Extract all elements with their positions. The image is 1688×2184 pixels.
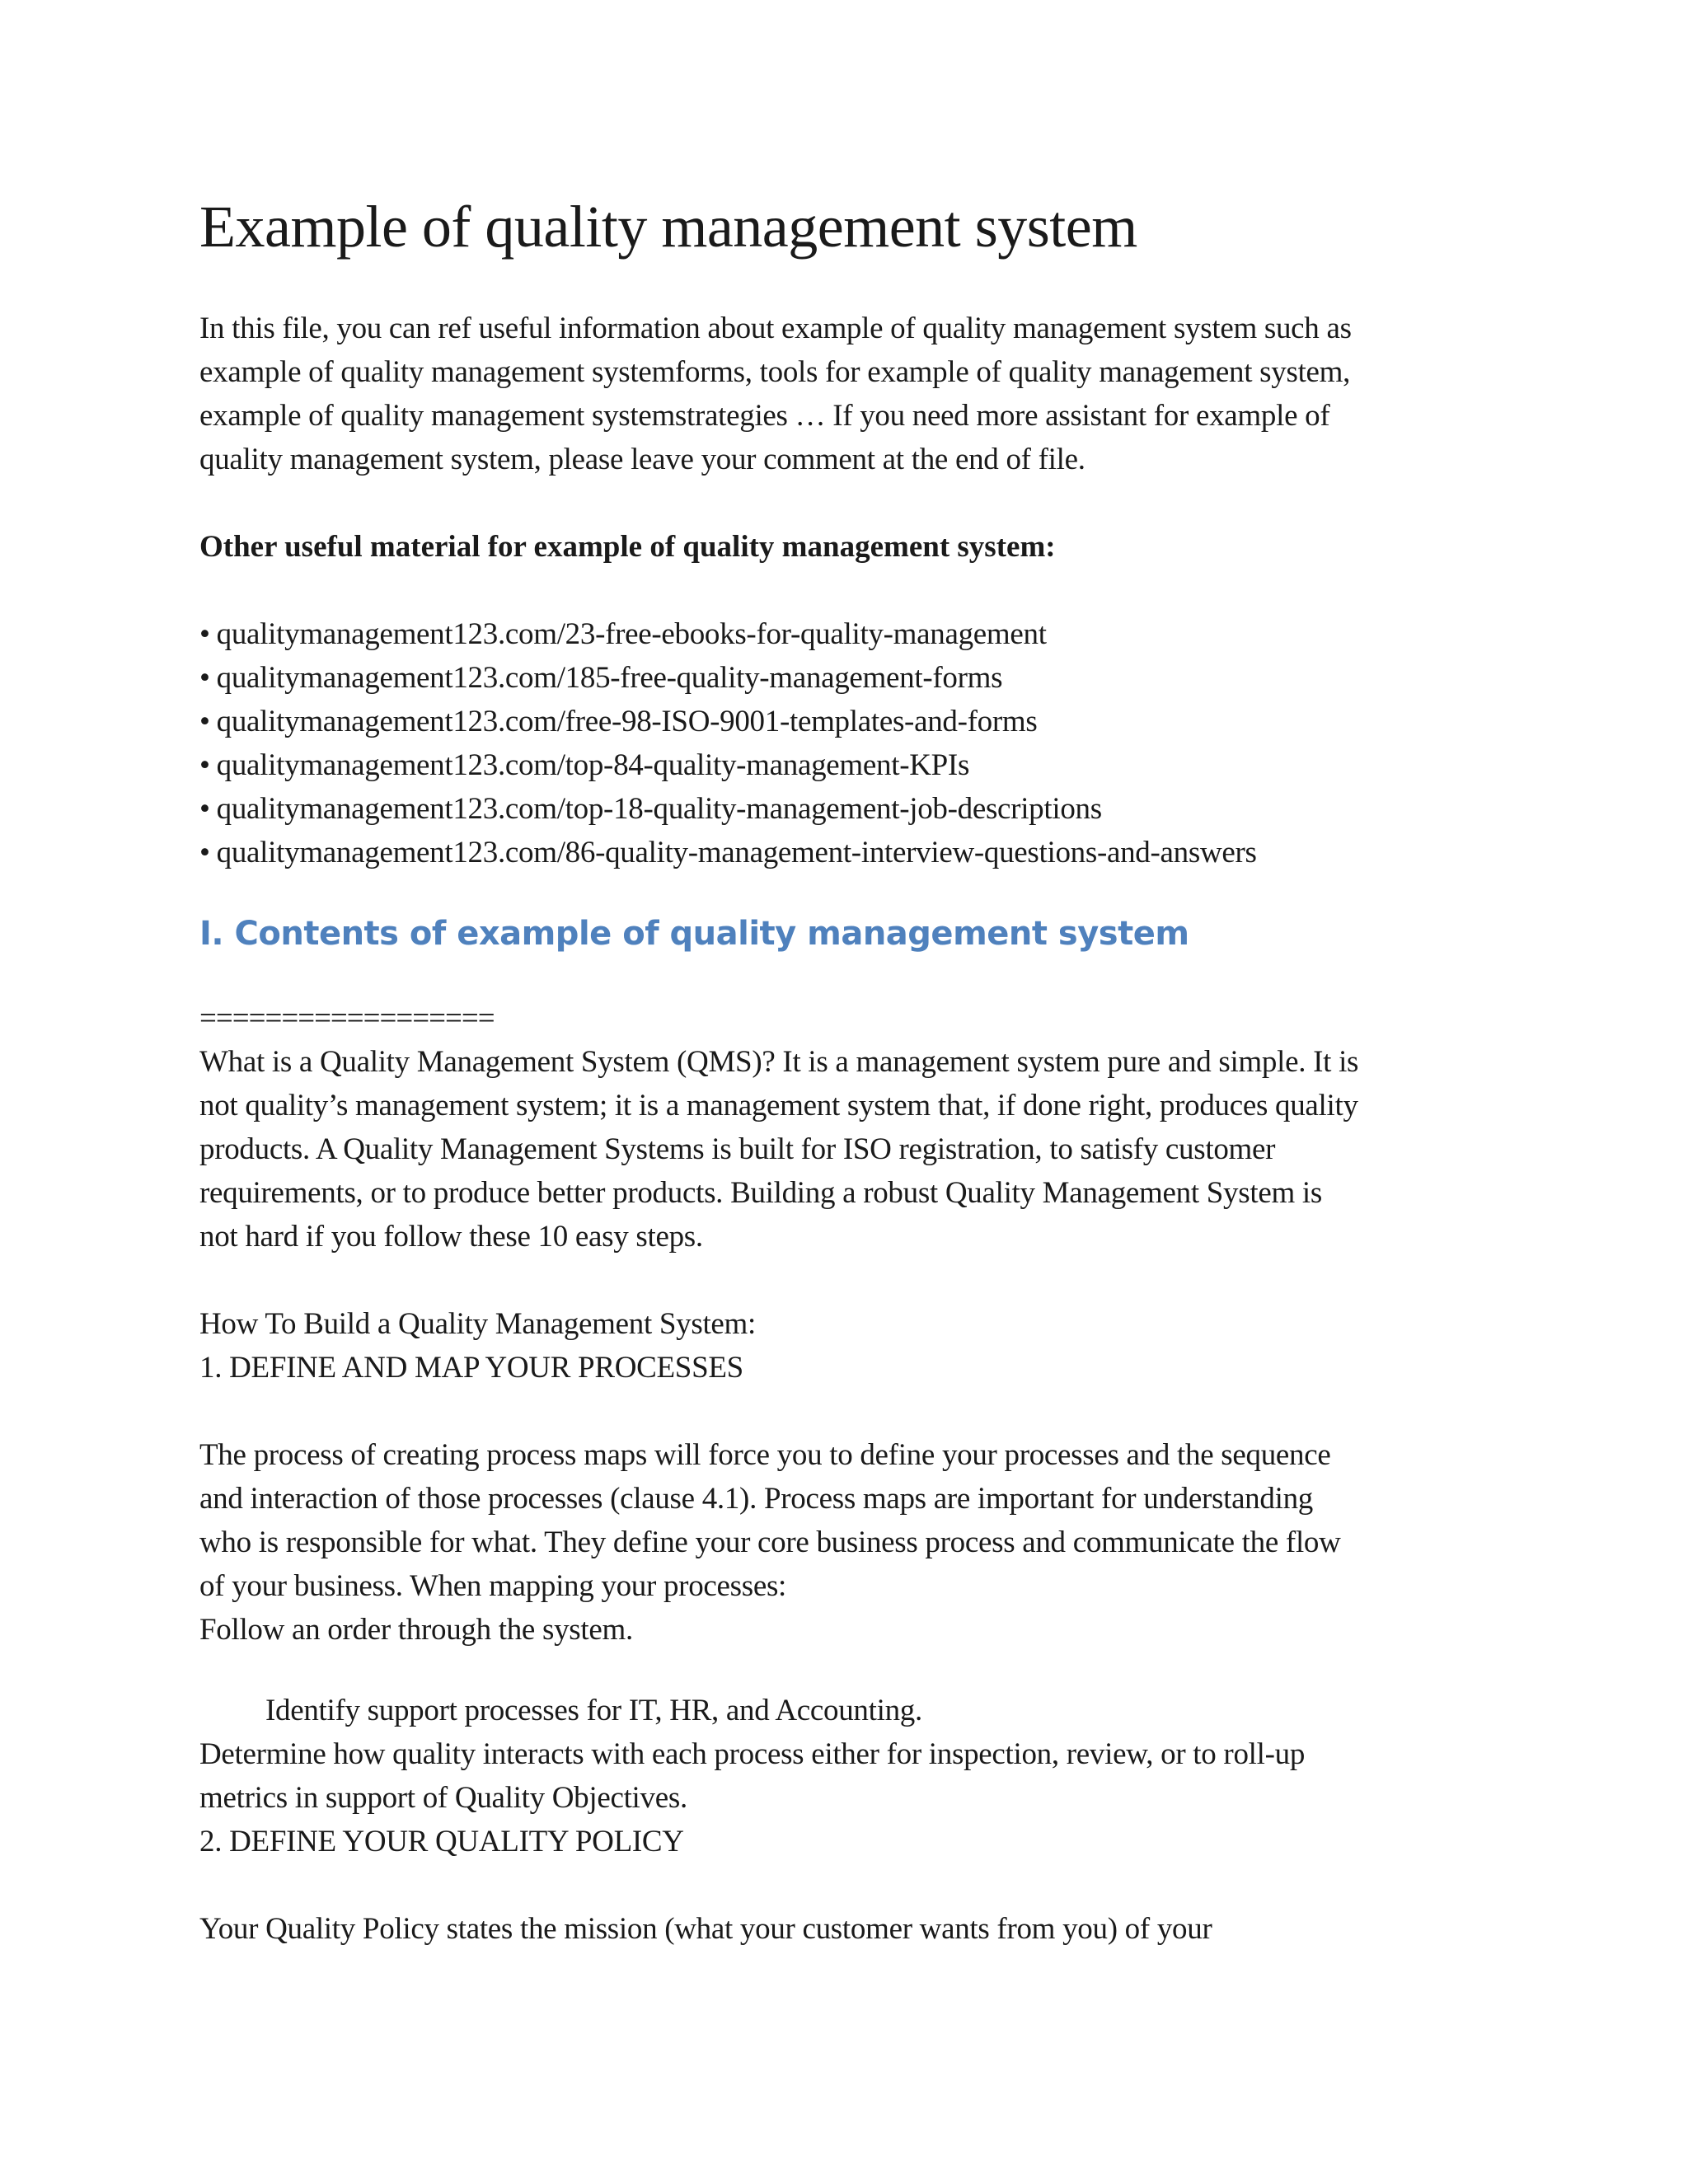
paragraph-line: Your Quality Policy states the mission (what your customer wants from you) of your xyxy=(199,1912,1212,1946)
list-item xyxy=(199,831,1502,874)
section-heading: I. Contents of example of quality management system xyxy=(199,915,1189,953)
process-map-paragraph xyxy=(199,1433,1502,1652)
quality-policy-paragraph xyxy=(199,1907,1502,1951)
document-title: Example of quality management system xyxy=(199,194,1137,260)
intro-paragraph xyxy=(199,307,1502,481)
bullet-icon: • xyxy=(199,661,210,695)
bullet-icon: • xyxy=(199,836,210,869)
spacer xyxy=(199,569,1502,612)
paragraph-line: What is a Quality Management System (QMS)? It is a management system pure and simple. It is xyxy=(199,1045,1359,1079)
paragraph-line: requirements, or to produce better products. Building a robust Quality Management System is xyxy=(199,1176,1322,1210)
paragraph-line: The process of creating process maps will force you to define your processes and the sequence xyxy=(199,1438,1331,1472)
intro-line: example of quality management systemforms, tools for example of quality management system, xyxy=(199,355,1351,389)
list-item xyxy=(199,612,1502,656)
bullet-icon: • xyxy=(199,705,210,738)
list-item xyxy=(199,787,1502,831)
paragraph-line: products. A Quality Management Systems is built for ISO registration, to satisfy customer xyxy=(199,1132,1276,1166)
bullet-icon: • xyxy=(199,792,210,826)
resource-link[interactable]: qualitymanagement123.com/185-free-quality-management-forms xyxy=(216,661,1003,695)
list-item xyxy=(199,743,1502,787)
resource-link[interactable]: qualitymanagement123.com/top-18-quality-management-job-descriptions xyxy=(216,792,1102,826)
intro-line: In this file, you can ref useful information about example of quality management system such as xyxy=(199,312,1352,345)
spacer xyxy=(199,481,1502,525)
bullet-icon: • xyxy=(199,617,210,651)
qms-definition-paragraph xyxy=(199,1040,1502,1258)
spacer xyxy=(199,958,1502,996)
list-item xyxy=(199,700,1502,743)
resource-link-list xyxy=(199,612,1502,874)
bullet-icon: • xyxy=(199,748,210,782)
spacer xyxy=(199,1652,1502,1689)
paragraph-line: not quality’s management system; it is a management system that, if done right, produces quality xyxy=(199,1089,1358,1122)
spacer xyxy=(199,1390,1502,1433)
intro-line: quality management system, please leave your comment at the end of file. xyxy=(199,443,1085,476)
separator-line: ================== xyxy=(199,1001,495,1035)
intro-line: example of quality management systemstrategies … If you need more assistant for example of xyxy=(199,399,1330,433)
resource-link[interactable]: qualitymanagement123.com/23-free-ebooks-for-quality-management xyxy=(216,617,1047,651)
paragraph-line: who is responsible for what. They define your core business process and communicate the flow xyxy=(199,1526,1341,1559)
paragraph-line: metrics in support of Quality Objectives. xyxy=(199,1781,687,1815)
paragraph-line: Determine how quality interacts with each process either for inspection, review, or to roll-up xyxy=(199,1737,1306,1771)
document-page xyxy=(199,190,1502,1951)
list-item xyxy=(199,656,1502,700)
resource-link[interactable]: qualitymanagement123.com/top-84-quality-management-KPIs xyxy=(216,748,970,782)
paragraph-line: and interaction of those processes (clause 4.1). Process maps are important for understanding xyxy=(199,1482,1313,1516)
spacer xyxy=(199,874,1502,909)
spacer xyxy=(199,1258,1502,1302)
paragraph-line: of your business. When mapping your processes: xyxy=(199,1569,787,1603)
step-heading: 2. DEFINE YOUR QUALITY POLICY xyxy=(199,1825,684,1858)
resource-link[interactable]: qualitymanagement123.com/86-quality-management-interview-questions-and-answers xyxy=(216,836,1257,869)
resource-link[interactable]: qualitymanagement123.com/free-98-ISO-9001-templates-and-forms xyxy=(216,705,1038,738)
how-to-heading xyxy=(199,1302,1502,1390)
paragraph-line: Identify support processes for IT, HR, and Accounting. xyxy=(265,1694,922,1727)
step-heading: 1. DEFINE AND MAP YOUR PROCESSES xyxy=(199,1351,743,1385)
other-material-heading: Other useful material for example of quality management system: xyxy=(199,530,1056,564)
support-processes-paragraph xyxy=(199,1689,1502,1863)
paragraph-line: Follow an order through the system. xyxy=(199,1613,633,1647)
paragraph-line: not hard if you follow these 10 easy steps. xyxy=(199,1220,703,1254)
spacer xyxy=(199,1863,1502,1907)
paragraph-line: How To Build a Quality Management System: xyxy=(199,1307,757,1341)
